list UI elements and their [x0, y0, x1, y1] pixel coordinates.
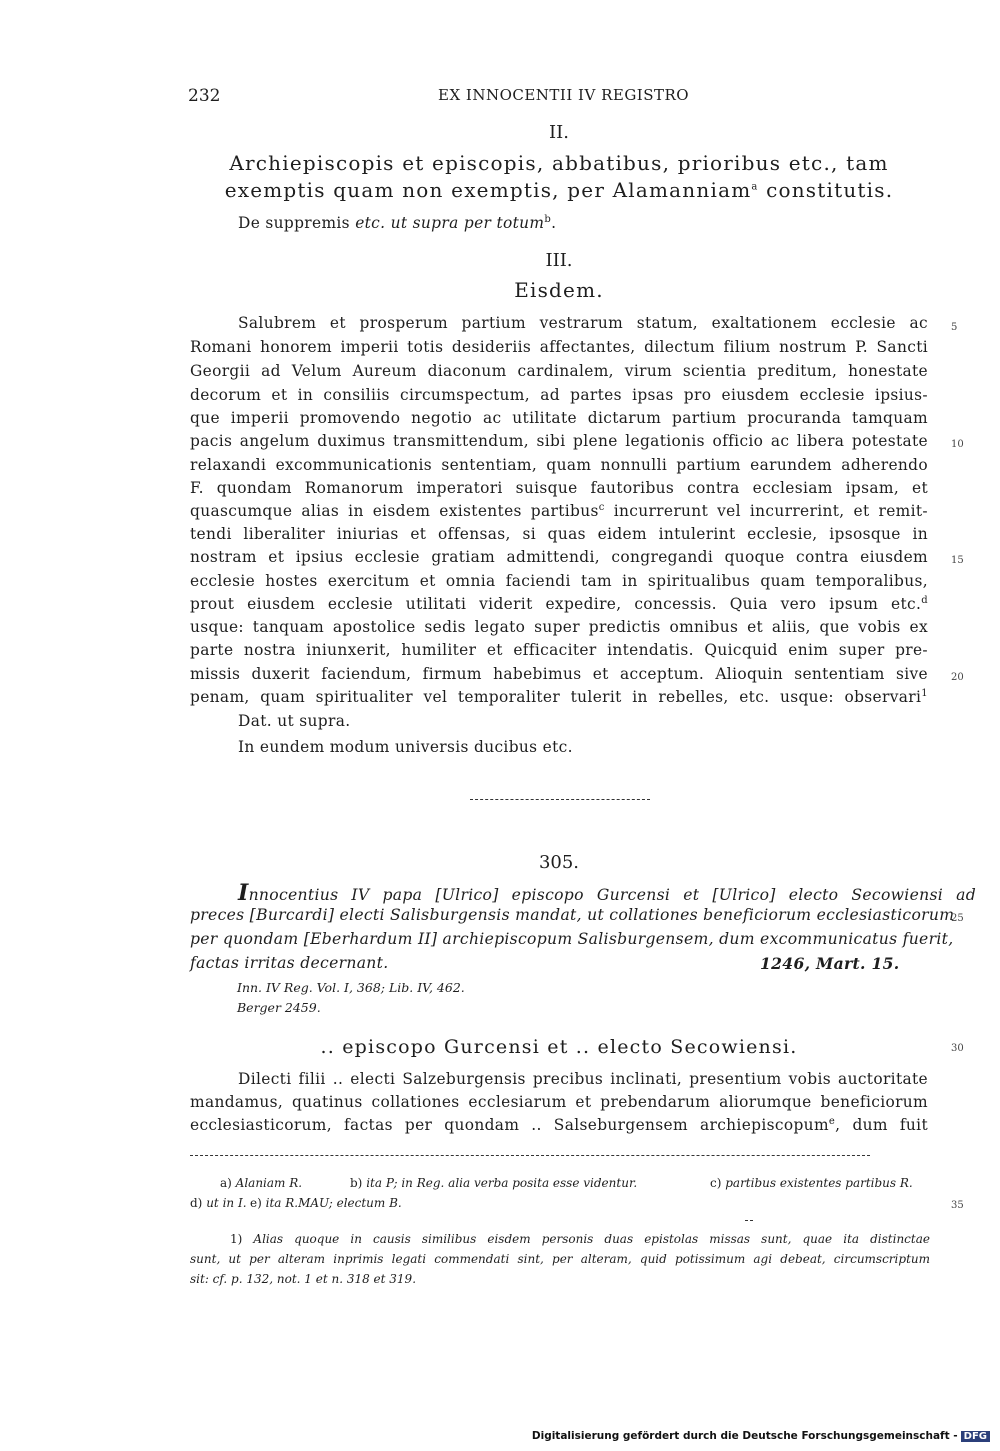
document-line-1: Dilecti filii .. electi Salzeburgensis precibus inclinati, presentium vobis auctoritate — [238, 1070, 928, 1088]
running-title: EX INNOCENTII IV REGISTRO — [438, 86, 690, 104]
section-3-line-17: penam, quam spiritualiter vel temporaliter tulerit in rebelles, etc. usque: observari$^1$ — [190, 687, 928, 706]
section-3-dating: Dat. ut supra. — [238, 712, 351, 730]
line-number: 35 — [951, 1200, 964, 1211]
regest-line-1: Innocentius IV papa [Ulrico] episcopo Gurcensi et [Ulrico] electo Secowiensi ad — [238, 880, 976, 906]
document-date: 1246, Mart. 15. — [760, 954, 900, 973]
digitization-credit: Digitalisierung gefördert durch die Deutsche Forschungsgemeinschaft - DFG — [532, 1430, 990, 1442]
footnote-ref-c: c — [598, 501, 605, 513]
section-3-line-4: decorum et in consiliis circumspectum, ad partes ipsas pro eiusdem ecclesie ipsius- — [190, 386, 928, 404]
section-3-line-12: ecclesie hostes exercitum et omnia faciendi tam in spiritualibus quam temporalibus, — [190, 572, 928, 590]
line-number: 20 — [951, 672, 964, 683]
section-divider — [470, 799, 650, 800]
regest-line-3: per quondam [Eberhardum II] archiepiscopum Salisburgensem, dum excommunicatus fuerit, — [190, 930, 954, 948]
footnote-ref-b: b — [544, 213, 552, 225]
regest-line-2: preces [Burcardi] electi Salisburgensis mandat, ut collationes beneficiorum ecclesiasticorum — [190, 906, 955, 924]
source-berger: Berger 2459. — [237, 1000, 321, 1015]
regest-line-4: factas irritas decernant. — [190, 954, 389, 972]
line-number: 25 — [951, 913, 964, 924]
document-line-3: ecclesiasticorum, factas per quondam .. Salseburgensem archiepiscopum$^e$, dum fuit — [190, 1115, 928, 1134]
regest-line-1-text: nnocentius IV papa [Ulrico] episcopo Gurcensi et [Ulrico] electo Secowiensi ad — [248, 886, 976, 904]
section-3-line-10: tendi liberaliter iniurias et offensas, si quas eidem intulerint ecclesie, ipsosque in — [190, 525, 928, 543]
dfg-logo: DFG — [961, 1431, 990, 1442]
section-2-number: II. — [549, 122, 569, 143]
footnote-divider-short — [745, 1220, 753, 1221]
section-2-addressee-line-1: Archiepiscopis et episcopis, abbatibus, prioribus etc., tam — [229, 151, 889, 175]
section-3-line-3: Georgii ad Velum Aureum diaconum cardinalem, virum scientia preditum, honestate — [190, 362, 928, 380]
section-3-line-6: pacis angelum duximus transmittendum, sibi plene legationis officio ac libera potestate — [190, 432, 928, 450]
section-3-line-15: parte nostra iniunxerit, humiliter et efficaciter intendatis. Quicquid enim super pre- — [190, 641, 928, 659]
section-3-number: III. — [545, 250, 573, 271]
section-3-line-1: Salubrem et prosperum partium vestrarum statum, exaltationem ecclesie ac — [238, 314, 928, 332]
section-2-text: De suppremis etc. ut supra per totum$^b$. — [238, 213, 557, 232]
note-1-line-3: sit: cf. p. 132, not. 1 et n. 318 et 319. — [190, 1272, 417, 1286]
footnote-ref-e: e — [828, 1115, 836, 1127]
footnote-divider — [190, 1155, 870, 1156]
footnote-ref-1: 1 — [921, 687, 928, 699]
section-3-line-13: prout eiusdem ecclesie utilitati viderit expedire, concessis. Quia vero ipsum etc.$^d$ — [190, 594, 928, 613]
document-line-2: mandamus, quatinus collationes ecclesiarum et prebendarum aliorumque beneficiorum — [190, 1093, 928, 1111]
document-number: 305. — [538, 852, 580, 873]
section-3-eundem-modum: In eundem modum universis ducibus etc. — [238, 738, 573, 756]
line-number: 10 — [951, 439, 964, 450]
section-3-line-7: relaxandi excommunicationis sententiam, quam nonnulli partium earundem adherendo — [190, 456, 928, 474]
section-3-line-14: usque: tanquam apostolice sedis legato super predictis omnibus et aliis, que vobis ex — [190, 618, 928, 636]
note-1-line-1: 1) Alias quoque in causis similibus eisdem personis duas epistolas missas sunt, quae ita distinctae — [230, 1232, 930, 1246]
note-1-line-2: sunt, ut per alteram inprimis legati commendati sint, per alteram, quid potissimum agi debeat, circumscriptum — [190, 1252, 930, 1266]
footnote-ref-d: d — [921, 594, 928, 606]
section-3-line-9: quascumque alias in eisdem existentes partibus$^c$ incurrerunt vel incurrerint, et remit- — [190, 501, 928, 520]
section-3-line-16: missis duxerit faciendum, firmum habebimus et acceptum. Alioquin sententiam sive — [190, 665, 928, 683]
line-number: 5 — [951, 322, 958, 333]
section-3-line-11: nostram et ipsius ecclesie gratiam admittendi, congregandi quoque contra eiusdem — [190, 548, 928, 566]
section-2-addressee-line-2: exemptis quam non exemptis, per Alamanniam$^a$ constitutis. — [224, 178, 894, 202]
section-3-line-8: F. quondam Romanorum imperatori suisque fautoribus contra ecclesiam ipsam, et — [190, 479, 928, 497]
line-number: 15 — [951, 555, 964, 566]
footnote-ref-a: a — [751, 181, 759, 193]
page-number: 232 — [188, 86, 221, 106]
section-3-addressee: Eisdem. — [514, 278, 604, 302]
document-addressee: .. episcopo Gurcensi et .. electo Secowiensi. — [320, 1036, 798, 1058]
section-3-line-2: Romani honorem imperii totis desideriis affectantes, dilectum filium nostrum P. Sancti — [190, 338, 928, 356]
line-number: 30 — [951, 1043, 964, 1054]
source-register: Inn. IV Reg. Vol. I, 368; Lib. IV, 462. — [237, 980, 465, 995]
section-3-line-5: que imperii promovendo negotio ac utilitate dictarum partium procuranda tamquam — [190, 409, 928, 427]
